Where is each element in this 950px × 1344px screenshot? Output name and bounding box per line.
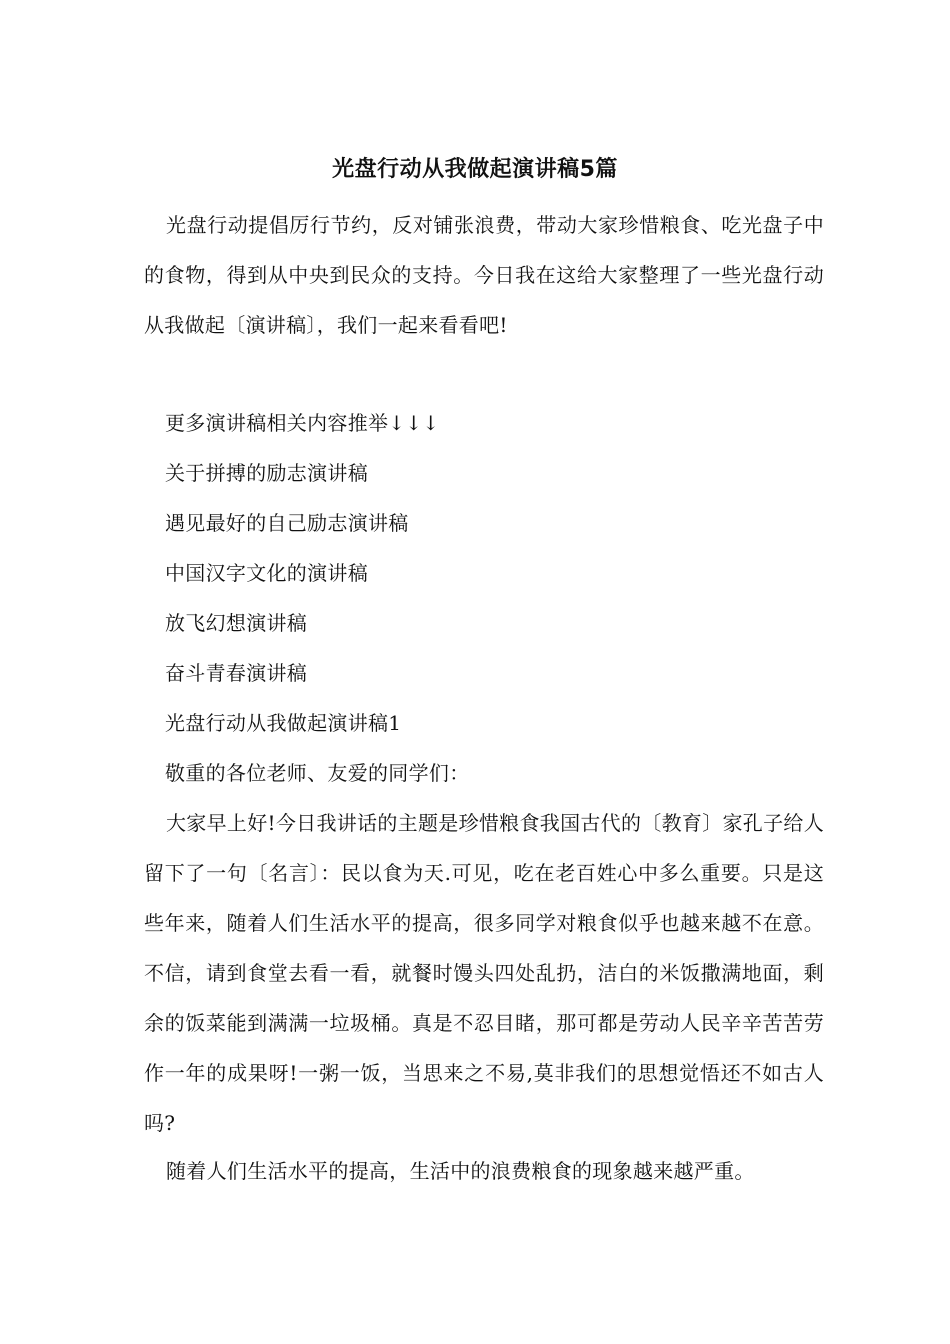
greeting: 敬重的各位老师、友爱的同学们： [165,761,470,785]
body-paragraph-2: 随着人们生活水平的提高，生活中的浪费粮食的现象越来越严重。 [166,1159,755,1183]
intro-paragraph: 光盘行动提倡厉行节约，反对铺张浪费，带动大家珍惜粮食、吃光盘子中的食物，得到从中央到民众的支持。今日我在这给大家整理了一些光盘行动从我做起〔演讲稿〕，我们一起来看看吧! [144,213,824,337]
section-title: 光盘行动从我做起演讲稿1 [165,711,402,735]
recommend-heading: 更多演讲稿相关内容推举↓↓↓ [165,411,440,435]
recommend-link-2[interactable]: 遇见最好的自己励志演讲稿 [165,511,409,535]
recommend-link-3[interactable]: 中国汉字文化的演讲稿 [165,561,368,585]
recommend-link-1[interactable]: 关于拼搏的励志演讲稿 [165,461,368,485]
body-paragraph-1: 大家早上好!今日我讲话的主题是珍惜粮食我国古代的〔教育〕家孔子给人留下了一句〔名言〕：民以食为天.可见，吃在老百姓心中多么重要。只是这些年来，随着人们生活水平的提高，很多同学对粮食似乎也越来越不在意。不信，请到食堂去看一看，就餐时馒头四处乱扔，洁白的米饭撒满地面，剩余的饭菜能到满满一垃圾桶。真是不忍目睹，那可都是劳动人民辛辛苦苦劳作一年的成果呀!一粥一饭，当思来之不易,莫非我们的思想觉悟还不如古人吗? [144,811,824,1135]
recommend-link-4[interactable]: 放飞幻想演讲稿 [165,611,308,635]
recommend-link-5[interactable]: 奋斗青春演讲稿 [165,661,308,685]
document-title: 光盘行动从我做起演讲稿5篇 [332,157,618,182]
